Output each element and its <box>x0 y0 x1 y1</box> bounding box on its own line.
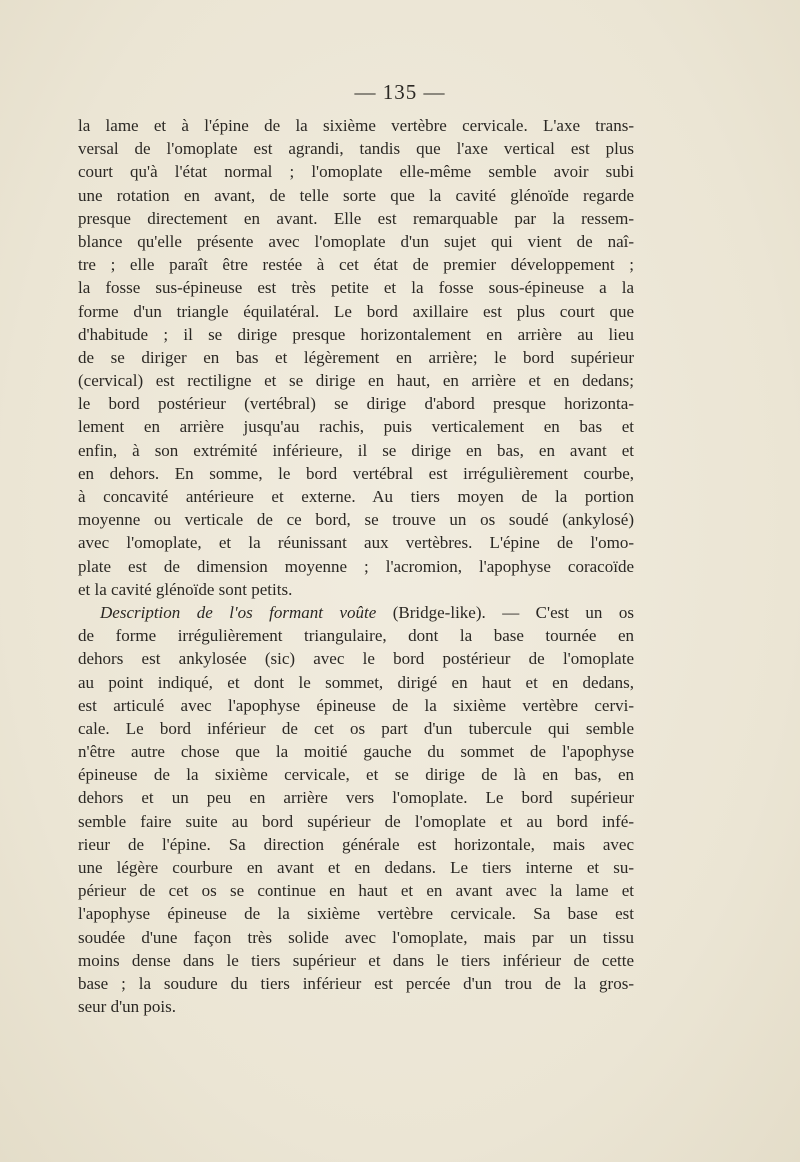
text-line: est articulé avec l'apophyse épineuse de la sixième vertèbre cervi- <box>78 695 634 715</box>
text-line: blance qu'elle présente avec l'omoplate d'un sujet qui vient de naî- <box>78 231 634 251</box>
text-line: moyenne ou verticale de ce bord, se trouve un os soudé (ankylosé) <box>78 510 634 530</box>
text-line <box>78 601 634 624</box>
text-line: une légère courbure en avant et en dedans. Le tiers interne et su- <box>78 858 634 877</box>
text-line: et la cavité glénoïde sont petits. <box>78 579 293 599</box>
paragraph-bone-description <box>78 601 634 1018</box>
text-line: l'apophyse épineuse de la sixième vertèbre cervicale. Sa base est <box>78 904 634 924</box>
text-line: de se diriger en bas et légèrement en arrière; le bord supérieur <box>78 347 634 367</box>
page-number: — 135 — <box>354 80 446 104</box>
text-line: versal de l'omoplate est agrandi, tandis que l'axe vertical est plus <box>78 139 634 159</box>
text-line: n'être autre chose que la moitié gauche du sommet de l'apophyse <box>78 742 634 762</box>
body-text <box>78 114 634 1018</box>
text-line: au point indiqué, et dont le sommet, dirigé en haut et en dedans, <box>78 672 634 692</box>
text-line: rieur de l'épine. Sa direction générale est horizontale, mais avec <box>78 834 634 854</box>
text-line: base ; la soudure du tiers inférieur est percée d'un trou de la gros- <box>78 973 634 993</box>
text-fragment: (Bridge-like). — C'est un os <box>376 602 634 622</box>
text-line: (cervical) est rectiligne et se dirige en haut, en arrière et en dedans; <box>78 371 634 391</box>
text-line: périeur de cet os se continue en haut et en avant avec la lame et <box>78 881 634 901</box>
text-line: soudée d'une façon très solide avec l'omoplate, mais par un tissu <box>78 927 634 947</box>
text-line: seur d'un pois. <box>78 997 176 1017</box>
text-line: tre ; elle paraît être restée à cet état de premier développement ; <box>78 255 634 275</box>
text-line: avec l'omoplate, et la réunissant aux vertèbres. L'épine de l'omo- <box>78 533 634 553</box>
paragraph-anatomy-description <box>78 114 634 601</box>
text-line: presque directement en avant. Elle est remarquable par la ressem- <box>78 208 634 228</box>
text-line: d'habitude ; il se dirige presque horizontalement en arrière au lieu <box>78 324 634 344</box>
section-heading-italic: Description de l'os formant voûte <box>100 602 377 622</box>
text-line: moins dense dans le tiers supérieur et dans le tiers inférieur de cette <box>78 950 634 970</box>
text-line: dehors est ankylosée (sic) avec le bord postérieur de l'omoplate <box>78 649 634 669</box>
text-line: forme d'un triangle équilatéral. Le bord axillaire est plus court que <box>78 301 634 321</box>
text-line: la lame et à l'épine de la sixième vertèbre cervicale. L'axe trans- <box>78 116 634 135</box>
text-line: cale. Le bord inférieur de cet os part d'un tubercule qui semble <box>78 718 634 738</box>
text-line: en dehors. En somme, le bord vertébral est irrégulièrement courbe, <box>78 463 634 483</box>
text-line: semble faire suite au bord supérieur de l'omoplate et au bord infé- <box>78 811 634 831</box>
text-line: le bord postérieur (vertébral) se dirige d'abord presque horizonta- <box>78 394 634 414</box>
text-line: plate est de dimension moyenne ; l'acromion, l'apophyse coracoïde <box>78 556 634 576</box>
text-line: de forme irrégulièrement triangulaire, dont la base tournée en <box>78 626 634 646</box>
text-line: court qu'à l'état normal ; l'omoplate elle-même semble avoir subi <box>78 162 634 182</box>
text-line: dehors et un peu en arrière vers l'omoplate. Le bord supérieur <box>78 788 634 808</box>
text-line: enfin, à son extrémité inférieure, il se dirige en bas, en avant et <box>78 440 634 460</box>
text-line: une rotation en avant, de telle sorte que la cavité glénoïde regarde <box>78 185 634 205</box>
text-line: à concavité antérieure et externe. Au tiers moyen de la portion <box>78 487 634 506</box>
text-line: la fosse sus-épineuse est très petite et la fosse sous-épineuse a la <box>78 278 634 298</box>
text-line: épineuse de la sixième cervicale, et se dirige de là en bas, en <box>78 765 634 785</box>
text-line: lement en arrière jusqu'au rachis, puis verticalement en bas et <box>78 417 634 437</box>
